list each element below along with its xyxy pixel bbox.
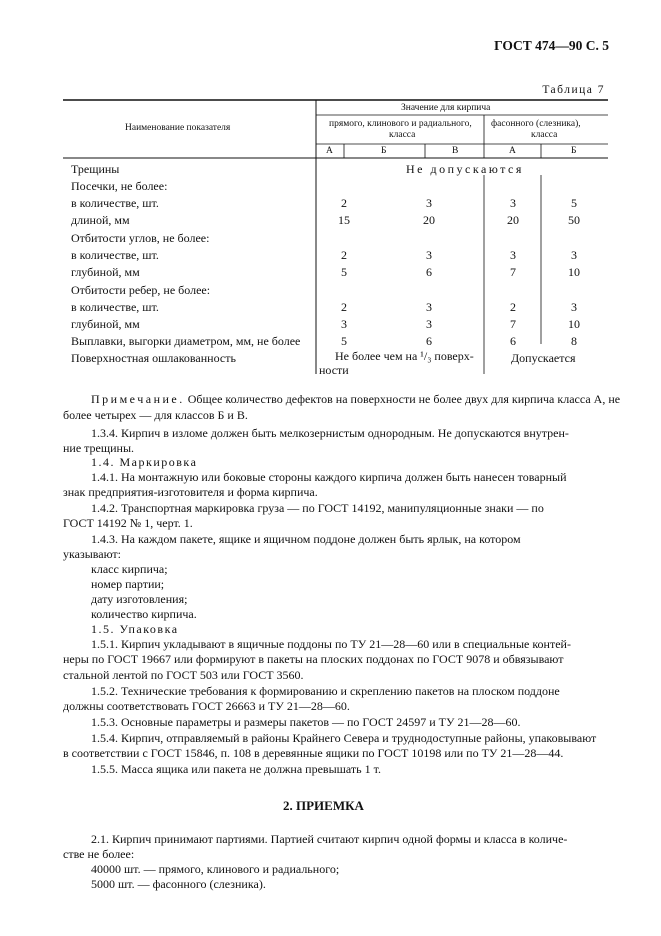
row-name: Трещины: [71, 162, 120, 176]
row-name: Отбитости углов, не более:: [71, 231, 210, 245]
p152-line1: 1.5.2. Технические требования к формированию и скреплению пакетов на плоском поддоне: [91, 684, 560, 698]
class-label: В: [452, 146, 459, 156]
cell-a1: 2: [341, 196, 347, 210]
note-text1: Общее количество дефектов на поверхности не более двух для кирпича класса А, не: [184, 392, 621, 406]
cell-bv: 3: [426, 248, 432, 262]
list-item: 40000 шт. — прямого, клинового и радиального;: [91, 862, 340, 876]
cell-a1: 3: [341, 317, 347, 331]
section-1-5-heading: 1.5. Упаковка: [91, 622, 179, 636]
class-label: А: [326, 146, 333, 156]
row-name: Выплавки, выгорки диаметром, мм, не более: [71, 334, 301, 348]
cell-bv: 6: [426, 265, 432, 279]
cell-a1: 2: [341, 248, 347, 262]
cell-a2: 7: [510, 317, 516, 331]
cell-b2: 8: [571, 334, 577, 348]
cell-bv: 3: [426, 317, 432, 331]
note-label: Примечание.: [91, 392, 185, 406]
col-name-header: Наименование показателя: [125, 123, 231, 133]
cell-bv: 3: [426, 300, 432, 314]
p151-line2: неры по ГОСТ 19667 или формируют в пакеты на плоских поддонах по ГОСТ 9078 и обвязывают: [63, 652, 564, 666]
last-row-group1-line2: ности: [319, 363, 349, 377]
list-item: класс кирпича;: [91, 562, 168, 576]
class-label: Б: [571, 146, 577, 156]
p141-line2: знак предприятия-изготовителя и форма кирпича.: [63, 485, 318, 499]
list-item: 5000 шт. — фасонного (слезника).: [91, 877, 266, 891]
cell-a2: 20: [507, 213, 519, 227]
row-name: длиной, мм: [71, 213, 130, 227]
cell-b2: 3: [571, 248, 577, 262]
section-1-4-heading: 1.4. Маркировка: [91, 455, 198, 469]
cell-b2: 10: [568, 265, 580, 279]
p152-line2: должны соответствовать ГОСТ 26663 и ТУ 21—28—60.: [63, 699, 350, 713]
cell-a1: 5: [341, 265, 347, 279]
merged-value: Не допускаются: [406, 162, 524, 176]
group1-header-line2: класса: [389, 130, 416, 140]
p142-line2: ГОСТ 14192 № 1, черт. 1.: [63, 516, 193, 530]
class-label: А: [509, 146, 516, 156]
row-name: Отбитости ребер, не более:: [71, 283, 211, 297]
p155: 1.5.5. Масса ящика или пакета не должна превышать 1 т.: [91, 762, 381, 776]
list-item: номер партии;: [91, 577, 165, 591]
cell-bv: 3: [426, 196, 432, 210]
row-name: Посечки, не более:: [71, 179, 168, 193]
cell-a2: 7: [510, 265, 516, 279]
cell-b2: 3: [571, 300, 577, 314]
cell-b2: 5: [571, 196, 577, 210]
row-name: глубиной, мм: [71, 317, 140, 331]
p134-line2: ние трещины.: [63, 441, 135, 455]
note-line2: более четырех — для классов Б и В.: [63, 408, 248, 422]
p153: 1.5.3. Основные параметры и размеры пакетов — по ГОСТ 24597 и ТУ 21—28—60.: [91, 715, 521, 729]
page-header: ГОСТ 474—90 С. 5: [494, 38, 609, 53]
cell-a2: 3: [510, 196, 516, 210]
p21-line2: стве не более:: [63, 847, 135, 861]
group2-header-line1: фасонного (слезника),: [491, 119, 581, 129]
last-row-group2: Допускается: [511, 351, 576, 365]
p143-line1: 1.4.3. На каждом пакете, ящике и ящичном поддоне должен быть ярлык, на котором: [91, 532, 521, 546]
cell-a2: 6: [510, 334, 516, 348]
group1-header-line1: прямого, клинового и радиального,: [329, 119, 472, 129]
cell-b2: 10: [568, 317, 580, 331]
cell-bv: 20: [423, 213, 435, 227]
p151-line3: стальной лентой по ГОСТ 503 или ГОСТ 3560.: [63, 668, 304, 682]
p143-line2: указывают:: [63, 547, 121, 561]
row-name: в количестве, шт.: [71, 248, 159, 262]
list-item: количество кирпича.: [91, 607, 197, 621]
cell-bv: 6: [426, 334, 432, 348]
cell-b2: 50: [568, 213, 580, 227]
p151-line1: 1.5.1. Кирпич укладывают в ящичные поддоны по ТУ 21—28—60 или в специальные контей-: [91, 637, 571, 651]
p154-line2: в соответствии с ГОСТ 15846, п. 108 в деревянные ящики по ГОСТ 10198 или по ТУ 21—28—44.: [63, 746, 564, 760]
row-name: глубиной, мм: [71, 265, 140, 279]
section-2-heading: 2. ПРИЕМКА: [283, 798, 364, 813]
list-item: дату изготовления;: [91, 592, 188, 606]
p134-line1: 1.3.4. Кирпич в изломе должен быть мелкозернистым однородным. Не допускаются внутрен-: [91, 426, 569, 440]
row-name: Поверхностная ошлакованность: [71, 351, 236, 365]
p142-line1: 1.4.2. Транспортная маркировка груза — по ГОСТ 14192, манипуляционные знаки — по: [91, 501, 544, 515]
cell-a1: 2: [341, 300, 347, 314]
p154-line1: 1.5.4. Кирпич, отправляемый в районы Крайнего Севера и труднодоступные районы, упаковывают: [91, 731, 597, 745]
p21-line1: 2.1. Кирпич принимают партиями. Партией считают кирпич одной формы и класса в количе-: [91, 832, 568, 846]
note-line1: [91, 392, 620, 407]
group2-header-line2: класса: [531, 130, 558, 140]
cell-a2: 2: [510, 300, 516, 314]
cell-a1: 15: [338, 213, 350, 227]
cell-a1: 5: [341, 334, 347, 348]
class-label: Б: [381, 146, 387, 156]
row-name: в количестве, шт.: [71, 196, 159, 210]
row-name: в количестве, шт.: [71, 300, 159, 314]
p141-line1: 1.4.1. На монтажную или боковые стороны каждого кирпича должен быть нанесен товарный: [91, 470, 567, 484]
cell-a2: 3: [510, 248, 516, 262]
value-header: Значение для кирпича: [401, 103, 491, 113]
last-row-group1-line1: Не более чем на ¹/₃ поверх-: [335, 349, 474, 363]
table-caption: Таблица 7: [542, 84, 605, 96]
